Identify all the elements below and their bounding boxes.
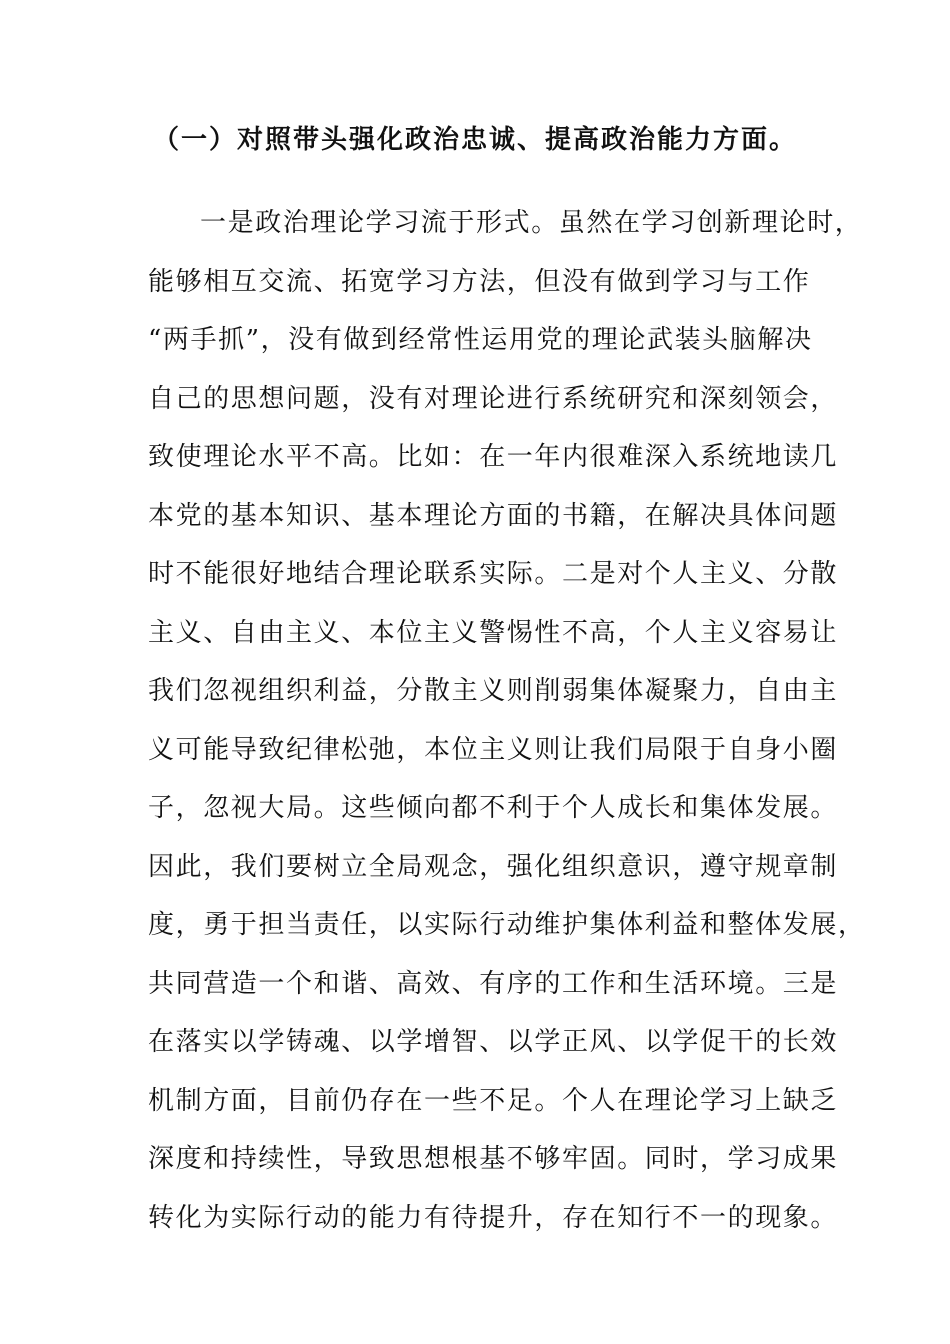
- paragraph-line: 本党的基本知识、基本理论方面的书籍，在解决具体问题: [148, 500, 839, 531]
- paragraph-line: 一是政治理论学习流于形式。虽然在学习创新理论时，: [200, 208, 863, 238]
- body-paragraph: [148, 200, 866, 1253]
- paragraph-line: 共同营造一个和谐、高效、有序的工作和生活环境。三是: [148, 968, 839, 999]
- paragraph-line: 能够相互交流、拓宽学习方法，但没有做到学习与工作: [148, 266, 811, 297]
- paragraph-line: 转化为实际行动的能力有待提升，存在知行不一的现象。: [148, 1202, 839, 1233]
- paragraph-line: 主义、自由主义、本位主义警惕性不高，个人主义容易让: [148, 617, 839, 648]
- paragraph-line: 在落实以学铸魂、以学增智、以学正风、以学促干的长效: [148, 1027, 839, 1057]
- paragraph-line: 子，忽视大局。这些倾向都不利于个人成长和集体发展。: [148, 793, 839, 823]
- paragraph-line: 自己的思想问题，没有对理论进行系统研究和深刻领会，: [148, 383, 839, 414]
- paragraph-line: 因此，我们要树立全局观念，强化组织意识，遵守规章制: [148, 851, 839, 882]
- paragraph-line: 我们忽视组织利益，分散主义则削弱集体凝聚力，自由主: [148, 676, 839, 706]
- paragraph-line: 时不能很好地结合理论联系实际。二是对个人主义、分散: [148, 559, 839, 589]
- paragraph-line: 度，勇于担当责任，以实际行动维护集体利益和整体发展，: [148, 910, 866, 940]
- paragraph-line: 致使理论水平不高。比如：在一年内很难深入系统地读几: [148, 442, 839, 472]
- paragraph-line: 机制方面，目前仍存在一些不足。个人在理论学习上缺乏: [148, 1085, 839, 1116]
- paragraph-line: 义可能导致纪律松弛，本位主义则让我们局限于自身小圈: [148, 734, 839, 765]
- paragraph-line: “两手抓”，没有做到经常性运用党的理论武装头脑解决: [148, 325, 813, 355]
- section-heading: （一）对照带头强化政治忠诚、提高政治能力方面。: [152, 125, 797, 155]
- paragraph-line: 深度和持续性，导致思想根基不够牢固。同时，学习成果: [148, 1144, 839, 1174]
